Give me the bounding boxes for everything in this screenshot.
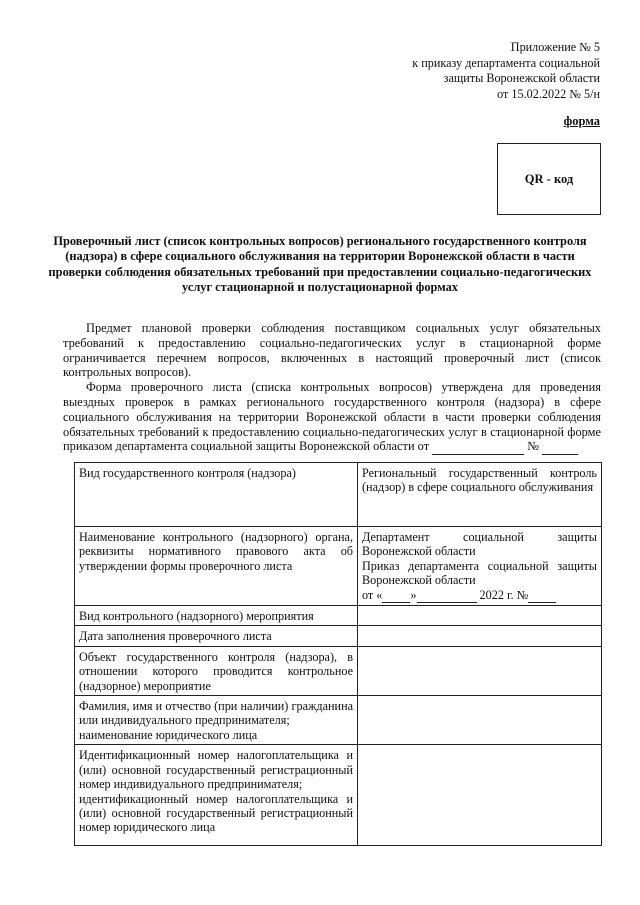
person-name-text: Фамилия, имя и отчество (при наличии) гражданина или индивидуального предпринимателя; [79,699,353,728]
fill-date-value[interactable] [358,626,602,646]
order-date-prefix: от « [362,587,383,602]
table-row [75,646,602,695]
tax-id-label [75,745,358,845]
control-object-label: Объект государственного контроля (надзора), в отношении которого проводится контрольное (надзорное) мероприятие [75,646,358,695]
authority-order-date [362,588,597,603]
checklist-table [74,462,602,846]
order-number-label: № [527,439,540,454]
order-number-blank[interactable] [542,439,578,455]
fill-date-label: Дата заполнения проверочного листа [75,626,358,646]
order-day-blank[interactable] [382,588,410,603]
table-row [75,463,602,527]
annex-line-4: от 15.02.2022 № 5/н [497,86,600,101]
forma-label: форма [563,114,600,128]
order-date-mid: » [410,587,417,602]
tax-id-value[interactable] [358,745,602,845]
intro-text [63,321,601,455]
control-type-label: Вид государственного контроля (надзора) [75,463,358,527]
authority-value [358,527,602,606]
authority-label: Наименование контрольного (надзорного) органа, реквизиты нормативного правового акта об утверждении формы проверочного листа [75,527,358,606]
order-num-blank[interactable] [528,588,556,603]
table-row [75,527,602,606]
qr-code-box [497,143,601,215]
annex-line-1: Приложение № 5 [510,40,600,54]
table-row [75,606,602,626]
table-row [75,745,602,845]
authority-order: Приказ департамента социальной защиты Воронежской области [362,558,597,588]
order-year-label: 2022 г. № [479,587,529,602]
tax-id-legal-entity-text: идентификационный номер налогоплательщика и (или) основной государственный регистрационный номер юридического лица [79,791,353,835]
annex-line-2: к приказу департамента социальной [412,55,600,70]
intro-paragraph-1: Предмет плановой проверки соблюдения поставщиком социальных услуг обязательных требований к предоставлению социально-педагогических услуг в стационарной форме ограничивается перечнем вопросов, включенных в настоящий проверочный лист (список контрольных вопросов). [63,321,601,380]
annex-header [412,40,600,102]
table-row [75,696,602,745]
event-type-label: Вид контрольного (надзорного) мероприятия [75,606,358,626]
document-title: Проверочный лист (список контрольных вопросов) регионального государственного контроля (надзора) в сфере социального обслуживания на территории Воронежской области в части проверки соблюдения обязательных требований при предоставлении социально-педагогических услуг стационарной и полустационарной формах [48,234,592,294]
person-name-value[interactable] [358,696,602,745]
control-type-value: Региональный государственный контроль (надзор) в сфере социального обслуживания [358,463,602,527]
qr-code-label: QR - код [524,171,574,186]
annex-line-3: защиты Воронежской области [443,71,600,85]
event-type-value[interactable] [358,606,602,626]
tax-id-entrepreneur-text: Идентификационный номер налогоплательщика и (или) основной государственный регистрационный номер индивидуального предпринимателя; [79,748,353,792]
intro-paragraph-2 [63,380,601,455]
person-name-label [75,696,358,745]
intro-paragraph-2-text: Форма проверочного листа (списка контрольных вопросов) утверждена для проведения выездных проверок в рамках регионального государственного контроля (надзора) в сфере социального обслуживания на территории Воронежской области в части проверки соблюдения обязательных требований к предоставлению социально-педагогических услуг в стационарной форме приказом департамента социальной защиты Воронежской области от [63,380,601,454]
order-date-blank[interactable] [432,439,524,455]
order-month-blank[interactable] [417,588,477,603]
legal-entity-name-text: наименование юридического лица [79,727,258,742]
control-object-value[interactable] [358,646,602,695]
authority-name: Департамент социальной защиты Воронежской области [362,530,597,559]
table-row [75,626,602,646]
